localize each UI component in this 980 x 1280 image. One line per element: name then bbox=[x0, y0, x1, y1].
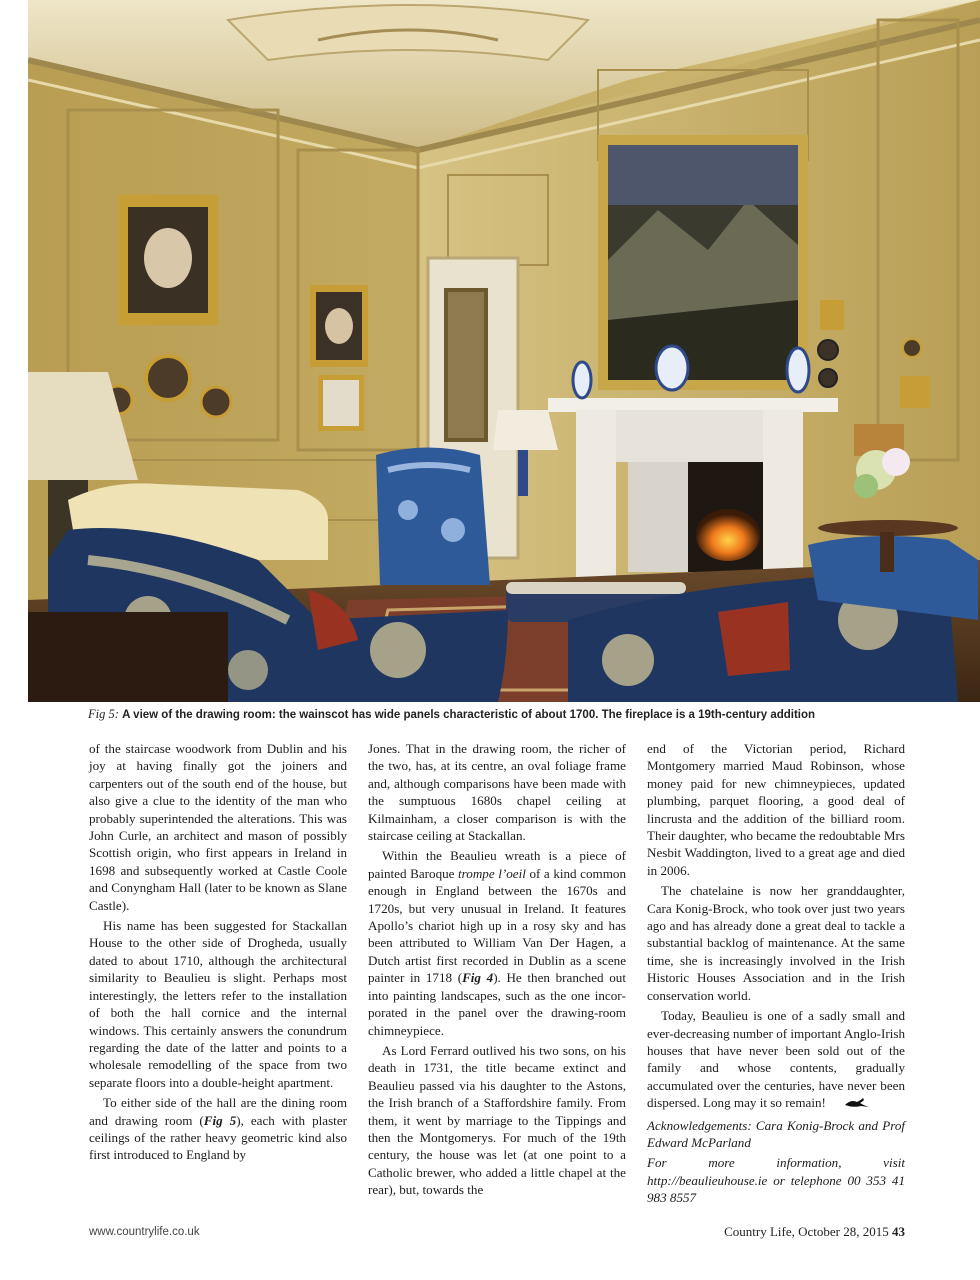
text-run: Within the Beaulieu wreath is a piece of painted Baroque bbox=[368, 848, 626, 881]
figure-caption-text: A view of the drawing room: the wainscot has wide panels characteristic of about 1700. The fireplace is a 19th-century addition bbox=[122, 709, 816, 721]
article-column-2 bbox=[368, 740, 626, 1202]
text-run: ). He then branched out into painting landscapes, such as the one incorporated in the panel over the drawing-room chimneypiece. bbox=[368, 970, 626, 1038]
drawing-room-photo bbox=[28, 0, 980, 702]
footer-website: www.countrylife.co.uk bbox=[89, 1226, 200, 1238]
paragraph: His name has been suggested for Stackallan House to the other side of Drogheda, usually dated to about 1710, although the architectural similarity to Beaulieu is slight. Perhaps most interestingly, the letters refer to the installation of both the hall cornice and the internal windows. This certainly answers the conundrum regarding the date of the latter and points to a wholesale remodelling of the space from two separate floors into a double-height apartment. bbox=[89, 918, 347, 1090]
page-number: 43 bbox=[892, 1224, 905, 1239]
paragraph: As Lord Ferrard outlived his two sons, on his death in 1731, the title became extinct and Beaulieu passed via his daughter to the Astons, the Irish branch of a Staffordshire family. From them, it went by marriage to the Tippings and then the Montgomerys. For much of the 19th century, the house was let (at one point to a Catholic brewer, who added a little chapel at the rear), but, towards the bbox=[368, 1042, 626, 1198]
article-column-3 bbox=[647, 740, 905, 1210]
figure-label: Fig 5: bbox=[88, 707, 119, 721]
footer-issue-text: Country Life, October 28, 2015 bbox=[724, 1224, 889, 1239]
article-column-1 bbox=[89, 740, 347, 1167]
paragraph bbox=[647, 1007, 905, 1113]
text-run: Today, Beaulieu is one of a sadly small and ever-decreasing number of important Anglo-Irish houses that have never been sold out of the family and whose contents, gradually accumulated over the centuries, have never been dispersed. Long may it so remain! bbox=[647, 1008, 905, 1111]
paragraph bbox=[368, 847, 626, 1038]
paragraph: end of the Victorian period, Richard Montgomery married Maud Robinson, whose money paid for new chimneypieces, updated plumbing, parquet flooring, a good deal of lincrusta and the addition of the billiard room. Their daughter, who became the redoubtable Mrs Nesbit Waddington, lived to a great age and died in 2006. bbox=[647, 741, 905, 878]
figure-reference: Fig 4 bbox=[462, 970, 494, 986]
text-run: ), each with plaster ceilings of the rather heavy geometric kind also first introduced to England by bbox=[89, 1112, 347, 1163]
text-run: of a kind common enough in England between the 1670s and 1720s, but very unusual in Ireland. It features Apollo’s chariot high up in a rosy sky and has been attributed to William Van Der Hagen, a Dutch artist first recorded in Dublin as a scene painter in 1718 ( bbox=[368, 865, 626, 986]
figure-reference: Fig 5 bbox=[203, 1112, 237, 1128]
paragraph: The chatelaine is now her granddaughter, Cara Konig-Brock, who took over just two years ago and has already done a great deal to tackle a substantial backlog of maintenance. At the same time, she is increasingly involved in the Irish Historic Houses Association and in the Irish conservation world. bbox=[647, 883, 905, 1003]
paragraph bbox=[89, 1094, 347, 1164]
acknowledgements: Acknowledgements: Cara Konig-Brock and Prof Edward McParland bbox=[647, 1117, 905, 1150]
paragraph: of the staircase woodwork from Dublin and his joy at having finally got the joiners and carpenters out of the south end of the house, but also give a clue to the identity of the man who probably superintended the alterations. This was John Curle, an architect and mason of possibly Scottish origin, who first appears in Ireland in 1698 and subsequently worked at Castle Coole and Conyngham Hall (later to be known as Slane Castle). bbox=[89, 741, 347, 913]
paragraph: Jones. That in the drawing room, the richer of the two, has, at its centre, an oval foliage frame and, although comparisons have been made with the sumptuous 1680s chapel ceiling at Kilmainham, a closer comparison is with the staircase ceiling at Stackallan. bbox=[368, 741, 626, 844]
more-information: For more information, visit http://beaulieuhouse.ie or telephone 00 353 41 983 8557 bbox=[647, 1155, 905, 1206]
figure-caption bbox=[88, 707, 968, 723]
text-run: To either side of the hall are the dining room and drawing room ( bbox=[89, 1095, 347, 1128]
footer-issue bbox=[724, 1224, 905, 1240]
italic-term: trompe l’oeil bbox=[458, 865, 526, 881]
pheasant-end-mark-icon bbox=[829, 1096, 869, 1113]
